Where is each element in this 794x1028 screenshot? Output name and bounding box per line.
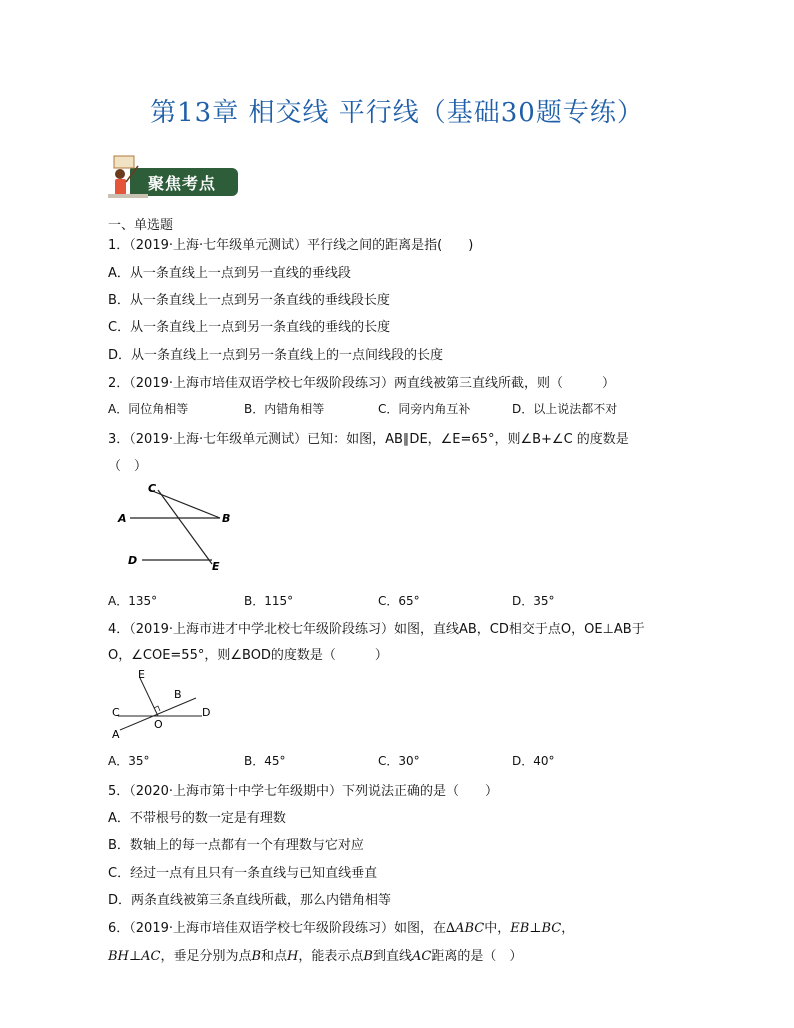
- q6-stem-line1: [108, 917, 574, 936]
- point-label-e: E: [138, 668, 145, 681]
- q4-option-a: A．35°: [108, 754, 150, 768]
- q6-text: ，垂足分别为点: [160, 949, 252, 964]
- q4-option-d: D．40°: [512, 754, 555, 768]
- q4-stem: 4．（2019·上海市进才中学北校七年级阶段练习）如图，直线AB，CD相交于点O，OE⊥AB于: [108, 622, 645, 637]
- q5-option-b: B．数轴上的每一点都有一个有理数与它对应: [108, 838, 364, 853]
- q4-figure: [110, 668, 220, 740]
- q5-option-a: A．不带根号的数一定是有理数: [108, 811, 286, 826]
- q6-line-ac: AC: [411, 949, 432, 964]
- q3-figure: [112, 480, 242, 574]
- q1-option-a: A．从一条直线上一点到另一直线的垂线段: [108, 266, 351, 281]
- point-label-a: A: [112, 728, 120, 740]
- q3-stem: 3．（2019·上海·七年级单元测试）已知：如图，AB∥DE，∠E=65°，则∠B+∠C 的度数是: [108, 432, 629, 447]
- q4-option-b: B．45°: [244, 754, 286, 768]
- q1-option-d: D．从一条直线上一点到另一条直线上的一点间线段的长度: [108, 348, 444, 363]
- q3-stem-cont: （ ）: [108, 459, 148, 474]
- page-title: 第13章 相交线 平行线（基础30题专练）: [150, 98, 644, 128]
- point-label-d: D: [202, 706, 211, 719]
- q4-option-c: C．30°: [378, 754, 420, 768]
- q6-text: 中，: [484, 921, 511, 936]
- q3-option-b: B．115°: [244, 594, 294, 608]
- point-label-e: E: [212, 560, 220, 573]
- q6-point-h: H: [287, 949, 299, 964]
- focus-badge: [104, 152, 240, 200]
- point-label-a: A: [118, 512, 127, 525]
- q3-option-d: D．35°: [512, 594, 555, 608]
- q6-text: 距离的是（ ）: [431, 949, 523, 964]
- badge-label: 聚焦考点: [148, 174, 217, 193]
- q6-point-b2: B: [363, 949, 373, 964]
- q6-text: ，能表示点: [298, 949, 364, 964]
- q5-stem: 5．（2020·上海市第十中学七年级期中）下列说法正确的是（ ）: [108, 784, 498, 799]
- q6-stem-line2: [108, 945, 522, 964]
- q4-stem-cont: O，∠COE=55°，则∠BOD的度数是（ ）: [108, 648, 388, 663]
- q6-point-b: B: [251, 949, 262, 964]
- teacher-icon: [104, 152, 154, 200]
- point-label-c: C: [148, 482, 157, 495]
- q2-option-b: B．内错角相等: [244, 402, 325, 416]
- section-heading: 一、单选题: [108, 218, 174, 233]
- q6-text: 到直线: [372, 949, 412, 964]
- ray-oe: [140, 678, 158, 716]
- point-label-b: B: [222, 512, 231, 525]
- q1-stem: 1．（2019·上海·七年级单元测试）平行线之间的距离是指( ): [108, 238, 474, 253]
- q6-bh-perp: BH⊥AC: [108, 949, 161, 964]
- q2-stem: 2．（2019·上海市培佳双语学校七年级阶段练习）两直线被第三直线所截，则（ ）: [108, 376, 615, 391]
- point-label-o: O: [154, 718, 163, 731]
- q2-option-d: D．以上说法都不对: [512, 402, 618, 416]
- q6-text: ，: [561, 921, 575, 936]
- q5-option-c: C．经过一点有且只有一条直线与已知直线垂直: [108, 866, 378, 881]
- q1-option-b: B．从一条直线上一点到另一条直线的垂线段长度: [108, 293, 390, 308]
- q6-triangle: ∆ABC: [446, 921, 485, 936]
- q3-option-a: A．135°: [108, 594, 158, 608]
- point-label-c: C: [112, 706, 120, 719]
- q5-option-d: D．两条直线被第三条直线所截，那么内错角相等: [108, 893, 392, 908]
- line-ce: [158, 490, 212, 564]
- q3-option-c: C．65°: [378, 594, 420, 608]
- q2-option-c: C．同旁内角互补: [378, 402, 471, 416]
- q6-text: 和点: [261, 949, 288, 964]
- q6-text: 6．（2019·上海市培佳双语学校七年级阶段练习）如图，在: [108, 921, 446, 936]
- q2-option-a: A．同位角相等: [108, 402, 189, 416]
- q1-option-c: C．从一条直线上一点到另一条直线的垂线的长度: [108, 320, 391, 335]
- q6-eb-perp: EB⊥BC: [510, 921, 562, 936]
- point-label-b: B: [174, 688, 182, 701]
- point-label-d: D: [128, 554, 138, 567]
